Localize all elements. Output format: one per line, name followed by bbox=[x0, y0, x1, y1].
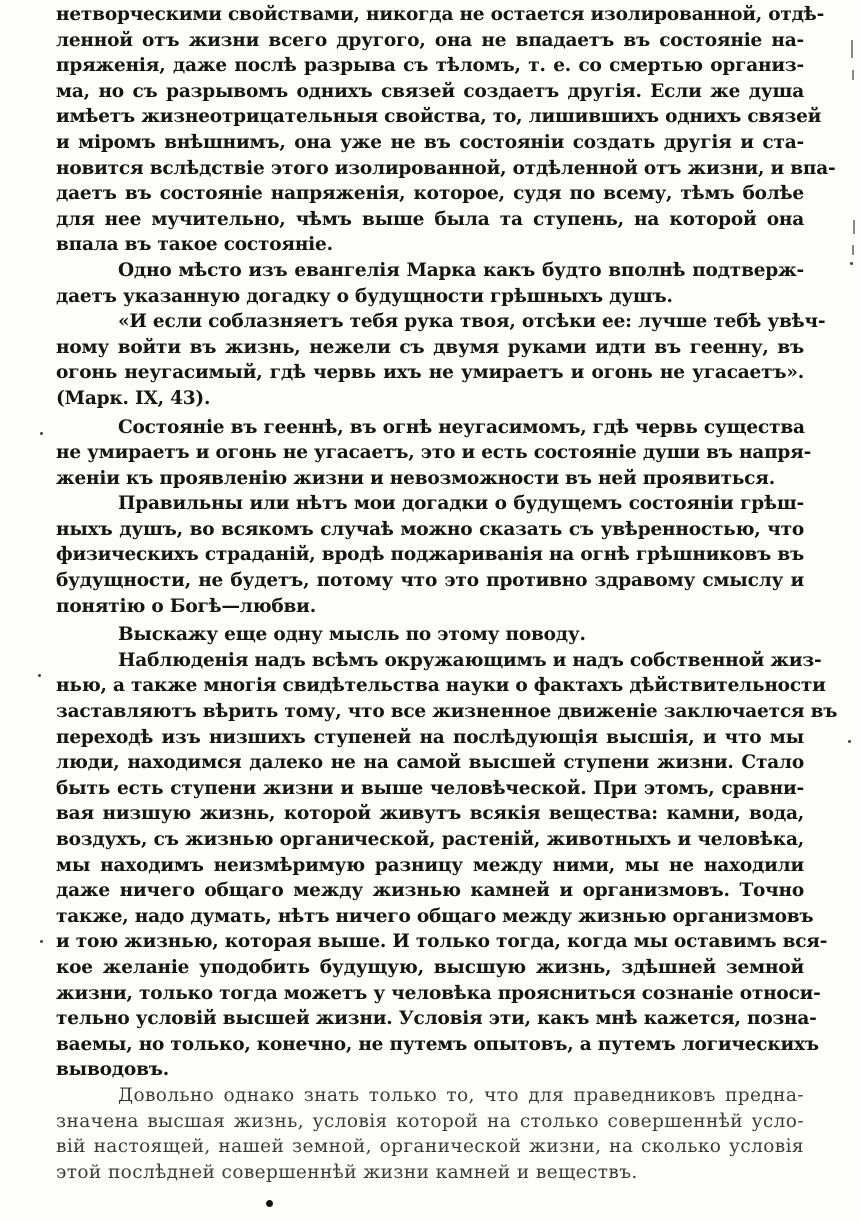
text-line: понятiю о Богѣ—любви. bbox=[56, 595, 316, 617]
text-line: Довольно однако знать только то, что для праведниковъ предна- bbox=[118, 1084, 804, 1106]
page-text-column bbox=[56, 2, 838, 1185]
text-line: даже ничего общаго между жизнью камней и организмовъ. Точно bbox=[56, 880, 804, 902]
paragraph-gospel-mark bbox=[56, 258, 804, 309]
margin-scan-mark bbox=[853, 220, 855, 234]
paragraph-quotation bbox=[56, 309, 826, 411]
text-line: и тою жизнью, которая выше. И только тогда, когда мы оставимъ вся- bbox=[56, 931, 828, 953]
text-line: вая низшую жизнь, которой живутъ всякія вещества: камни, вода, bbox=[56, 803, 804, 825]
margin-scan-mark bbox=[852, 70, 854, 80]
scan-ink-dot bbox=[266, 1200, 273, 1207]
text-line: огонь неугасимый, гдѣ червь ихъ не умираетъ и огонь не угасаетъ». bbox=[56, 362, 804, 384]
text-line: даетъ въ состоянiе напряженія, которое, судя по всему, тѣмъ болѣе bbox=[56, 183, 804, 205]
text-line: воздухъ, съ жизнью органической, растеній, животныхъ и человѣка, bbox=[56, 829, 804, 850]
text-line: Правильны или нѣтъ мои догадки о будущемъ состоянiи грѣш- bbox=[118, 493, 804, 515]
text-line: быть есть ступени жизни и выше человѣческой. При этомъ, сравни- bbox=[56, 777, 804, 799]
text-line: мы находимъ неизмѣримую разницу между ними, мы не находили bbox=[56, 854, 804, 876]
text-line: тельно условій высшей жизни. Условія эти, какъ мнѣ кажется, позна- bbox=[56, 1008, 817, 1030]
text-line: и мiромъ внѣшнимъ, она уже не въ состоянiи создать другія и ста- bbox=[56, 131, 804, 153]
text-line: Одно мѣсто изъ евангелія Марка какъ будто вполнѣ подтверж- bbox=[118, 259, 804, 281]
text-line: даетъ указанную догадку о будущности грѣшныхъ душъ. bbox=[56, 285, 673, 307]
text-line: ма, но съ разрывомъ однихъ связей создаетъ другія. Если же душа bbox=[56, 80, 804, 102]
text-line: вій настоящей, нашей земной, органической жизни, на сколько условія bbox=[56, 1136, 804, 1158]
text-line: жизни, только тогда можетъ у человѣка проясниться сознанiе относи- bbox=[56, 982, 821, 1004]
paragraph-conjectures bbox=[56, 491, 804, 619]
text-line: этой послѣдней совершеннѣй жизни камней и веществъ. bbox=[56, 1161, 638, 1183]
margin-scan-mark bbox=[851, 40, 853, 58]
text-line: также, надо думать, нѣтъ ничего общаго между жизнью организмовъ bbox=[56, 905, 814, 927]
text-line: переходѣ изъ низшихъ ступеней на послѣдующія высшія, и что мы bbox=[56, 726, 804, 748]
paragraph-gehenna bbox=[56, 415, 812, 492]
text-line: ваемы, но только, конечно, не путемъ опытовъ, а путемъ логическихъ bbox=[56, 1033, 819, 1055]
text-line: будущности, не будетъ, потому что это противно здравому смыслу и bbox=[56, 570, 804, 592]
text-line: «И если соблазняетъ тебя рука твоя, отсѣки ее: лучше тебѣ увѣч- bbox=[118, 311, 826, 333]
paragraph-righteous bbox=[56, 1083, 804, 1185]
text-line: для нее мучительно, чѣмъ выше была та ступень, на которой она bbox=[56, 208, 804, 230]
text-line: ленной отъ жизни всего другого, она не впадаетъ въ состоянiе на- bbox=[56, 29, 804, 51]
text-line: ному войти въ жизнь, нежели съ двумя руками идти въ геенну, въ bbox=[56, 336, 804, 358]
text-line: не умираетъ и огонь не угасаетъ, это и есть состоянiе души въ напря- bbox=[56, 442, 812, 464]
text-line: (Марк. IX, 43). bbox=[56, 387, 211, 409]
text-line: Выскажу еще одну мысль по этому поводу. bbox=[118, 624, 586, 646]
text-line: нью, а также многія свидѣтельства науки о фактахъ дѣйствительности bbox=[56, 675, 826, 697]
text-line: нетворческими свойствами, никогда не остается изолированной, отдѣ- bbox=[56, 4, 825, 25]
text-line: значена высшая жизнь, условія которой на столько совершеннѣй усло- bbox=[56, 1110, 804, 1132]
paragraph-observations bbox=[56, 648, 838, 1083]
paragraph-one-more-thought bbox=[56, 622, 804, 648]
paragraph-continuation bbox=[56, 2, 836, 258]
text-line: ныхъ душъ, во всякомъ случаѣ можно сказать съ увѣренностью, что bbox=[56, 518, 804, 540]
text-line: кое желанiе уподобить будущую, высшую жизнь, здѣшней земной bbox=[56, 956, 804, 978]
text-line: пряженія, даже послѣ разрыва съ тѣломъ, т. е. со смертью организ- bbox=[56, 55, 804, 77]
text-line: Наблюденія надъ всѣмъ окружающимъ и надъ собственной жиз- bbox=[118, 649, 822, 671]
scan-speck bbox=[38, 674, 41, 677]
scan-speck bbox=[850, 262, 853, 265]
text-line: новится вслѣдствiе этого изолированной, отдѣленной отъ жизни, и впа- bbox=[56, 157, 836, 179]
scan-speck bbox=[848, 740, 851, 743]
text-line: заставляютъ вѣрить тому, что все жизненное движенiе заключается въ bbox=[56, 701, 838, 723]
text-line: физическихъ страданій, вродѣ поджариванія на огнѣ грѣшниковъ въ bbox=[56, 544, 805, 566]
scan-speck bbox=[40, 432, 43, 435]
text-line: имѣетъ жизнеотрицательныя свойства, то, лишившихъ однихъ связей bbox=[56, 106, 822, 128]
text-line: впала въ такое состоянiе. bbox=[56, 234, 333, 256]
text-line: Состоянiе въ гееннѣ, въ огнѣ неугасимомъ, гдѣ червь существа bbox=[118, 416, 805, 438]
margin-scan-mark bbox=[852, 245, 854, 255]
text-line: женіи къ проявленію жизни и невозможности въ ней проявиться. bbox=[56, 467, 775, 489]
scan-speck bbox=[40, 940, 43, 943]
text-line: выводовъ. bbox=[56, 1059, 169, 1081]
text-line: люди, находимся далеко не на самой высшей ступени жизни. Стало bbox=[56, 752, 804, 774]
